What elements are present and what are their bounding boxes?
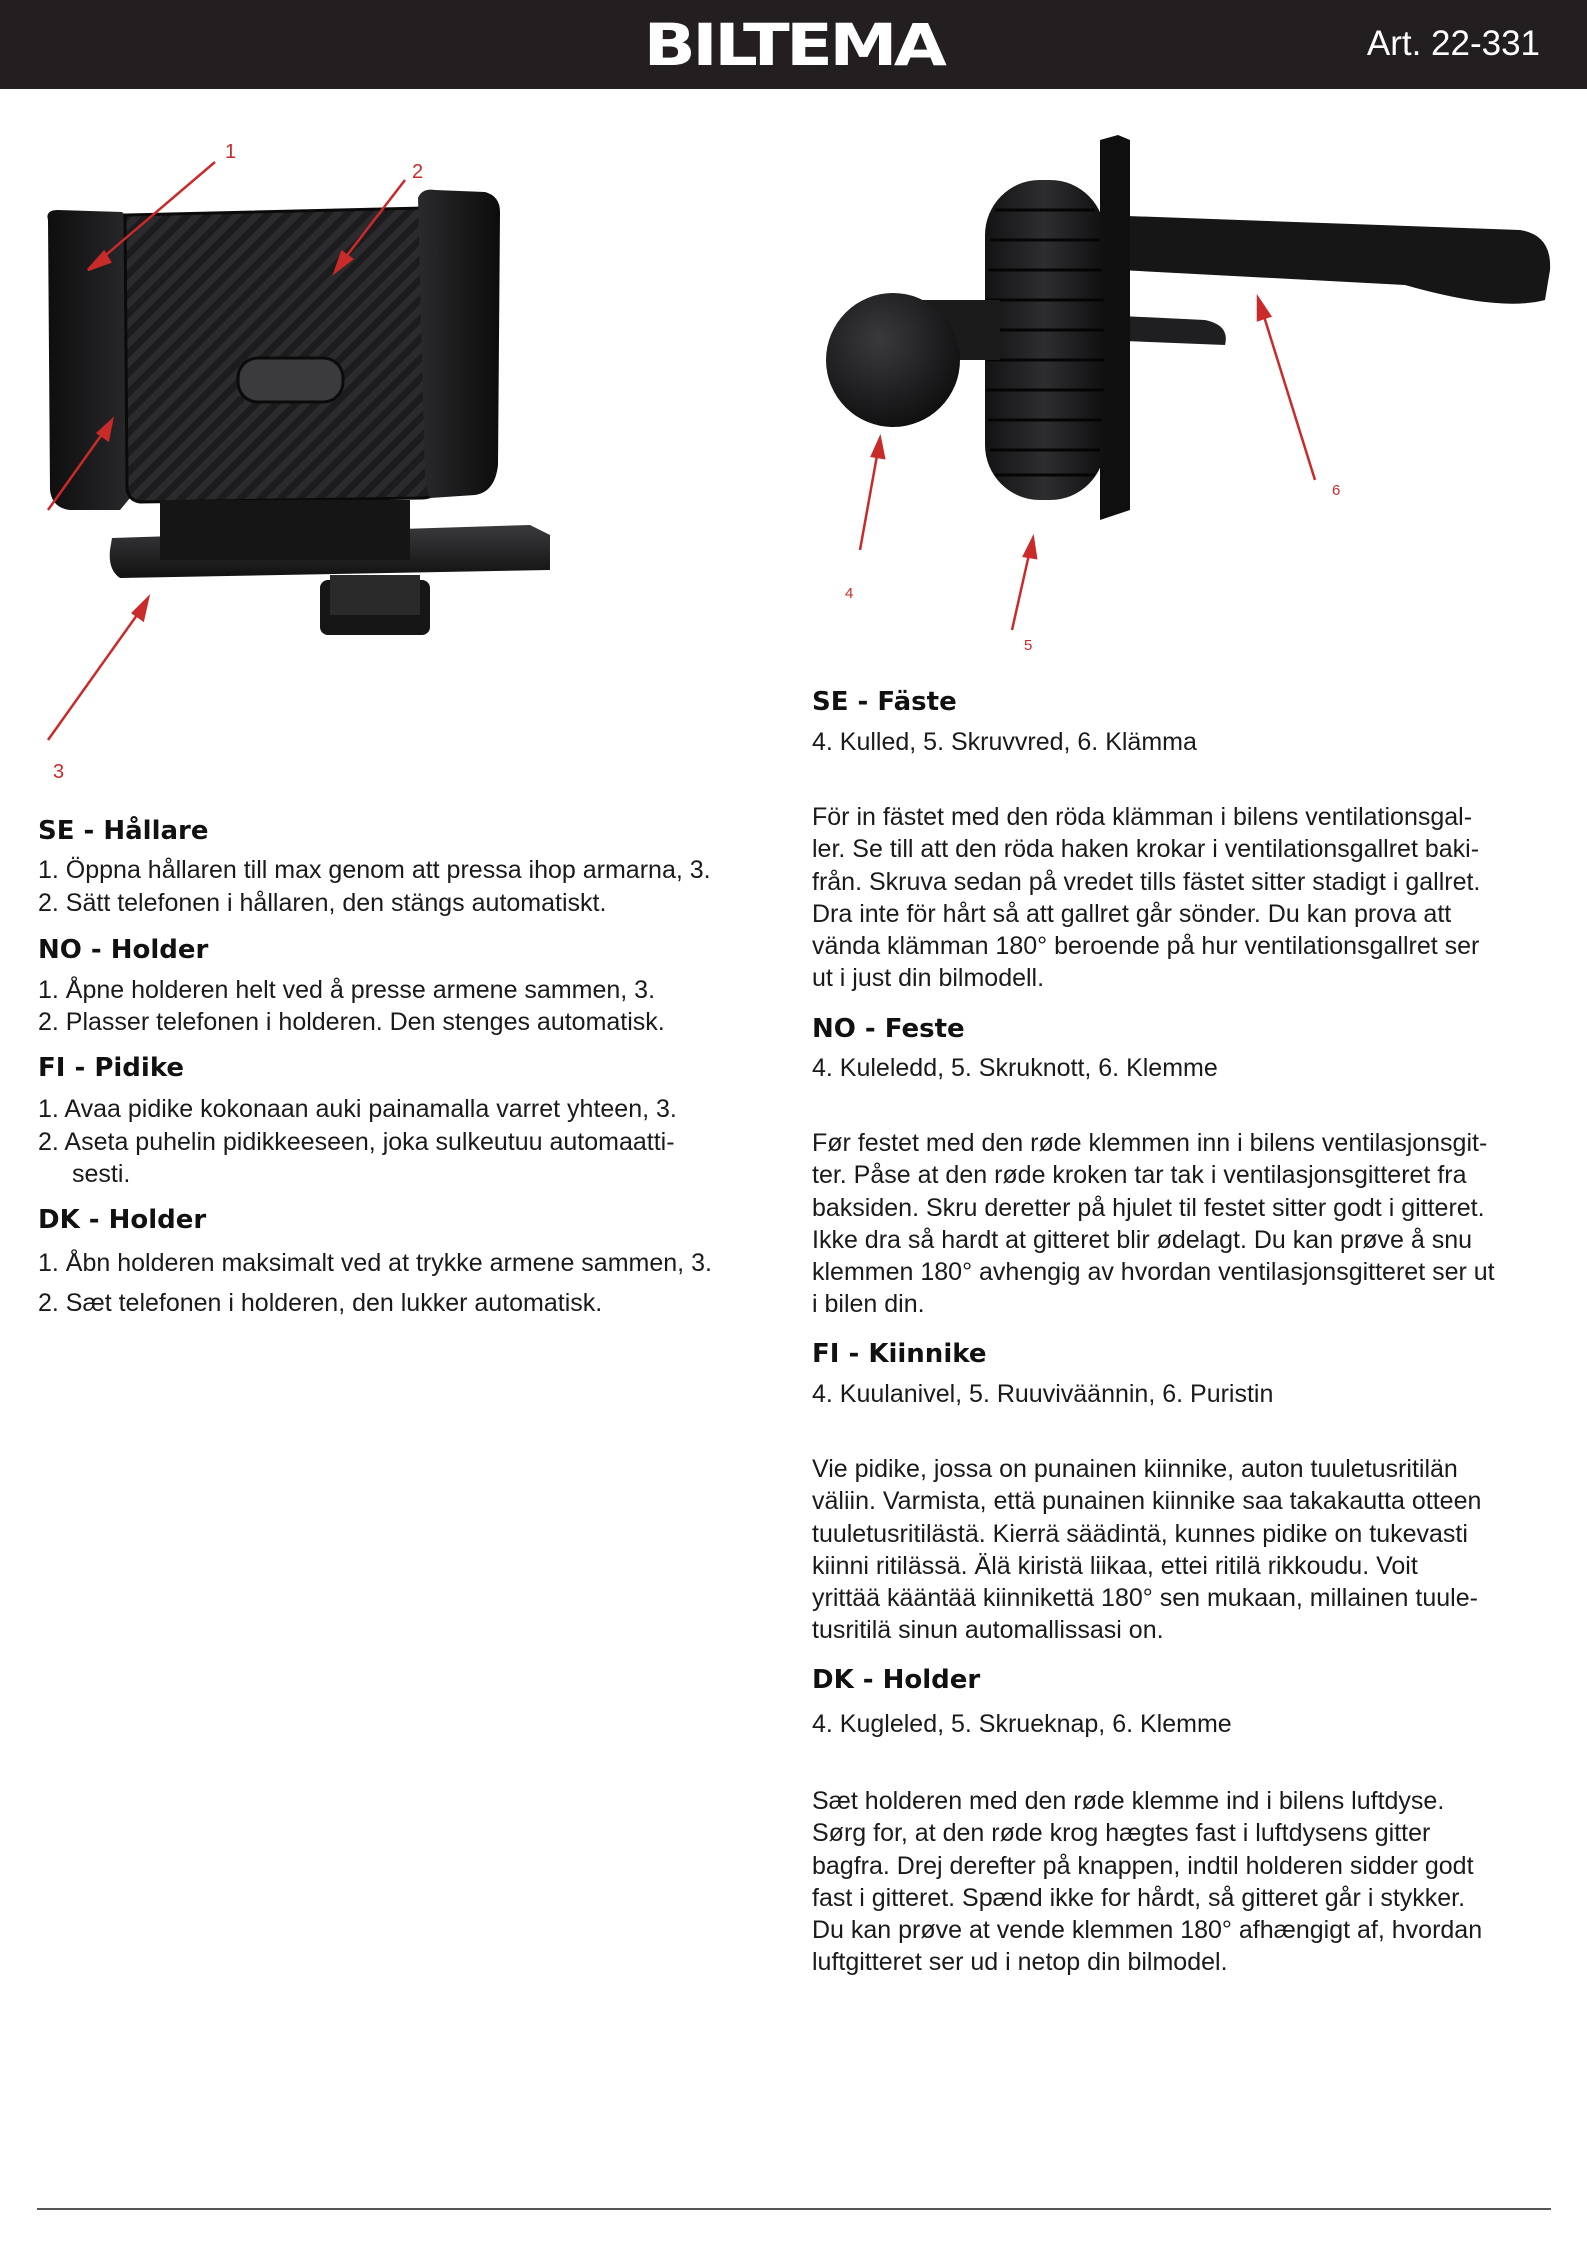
holder-body: [125, 208, 440, 502]
se-holder-step-2: 2. Sätt telefonen i hållaren, den stängs automatiskt.: [38, 889, 607, 917]
dk-mount-heading: DK - Holder: [812, 1665, 981, 1695]
ball-joint: [826, 293, 960, 427]
fi-holder-step-2: 2. Aseta puhelin pidikkeeseen, joka sulkeutuu automaatti-: [38, 1128, 675, 1156]
fi-holder-step-2-cont: sesti.: [72, 1160, 131, 1188]
callout-5: 5: [1024, 637, 1033, 654]
fi-mount-parts: 4. Kuulanivel, 5. Ruuviväännin, 6. Puristin: [812, 1380, 1274, 1408]
header-bar: [0, 0, 1587, 89]
vent-clip-illustration: [800, 120, 1560, 680]
dk-mount-body: Sæt holderen med den røde klemme ind i bilens luftdyse. Sørg for, at den røde krog hægtes fast i luftdysens gitter bagfra. Drej derefter på knappen, indtil holderen sidder godt fast i gitteret. Spænd ikke for hårdt, så gitteret går i stykker. Du kan prøve at vende klemmen 180° afhængigt af, hvordan luftgitteret ser ud i netop din bilmodel.: [812, 1787, 1483, 1977]
dk-mount-parts: 4. Kugleled, 5. Skrueknap, 6. Klemme: [812, 1710, 1232, 1738]
fi-holder-step-1: 1. Avaa pidike kokonaan auki painamalla varret yhteen, 3.: [38, 1095, 677, 1123]
no-holder-step-1: 1. Åpne holderen helt ved å presse armene sammen, 3.: [38, 976, 656, 1004]
callout-3-arrow: [30, 580, 190, 760]
release-button: [238, 358, 343, 402]
se-holder-step-1: 1. Öppna hållaren till max genom att pressa ihop armarna, 3.: [38, 856, 711, 884]
no-holder-heading: NO - Holder: [38, 935, 209, 965]
se-mount-heading: SE - Fäste: [812, 687, 957, 717]
dk-holder-step-1: 1. Åbn holderen maksimalt ved at trykke armene sammen, 3.: [38, 1249, 712, 1277]
callout-6: 6: [1332, 482, 1341, 499]
right-grip: [418, 190, 500, 498]
fi-holder-heading: FI - Pidike: [38, 1053, 185, 1083]
callout-2: 2: [412, 161, 424, 183]
callout-3: 3: [53, 761, 65, 780]
fi-mount-body: Vie pidike, jossa on punainen kiinnike, auton tuuletusritilän väliin. Varmista, että punainen kiinnike saa takakautta otteen tuuletusritilästä. Kierrä säädintä, kunnes pidike on tukevasti kiinni ritilässä. Älä kiristä liikaa, ettei ritilä rikkoudu. Voit yrittää kääntää kiinnikettä 180° sen mukaan, millainen tuule- tusritilä sinun automallissasi on.: [812, 1455, 1482, 1645]
dk-holder-heading: DK - Holder: [38, 1205, 207, 1235]
fi-mount-heading: FI - Kiinnike: [812, 1339, 987, 1369]
dk-holder-step-2: 2. Sæt telefonen i holderen, den lukker automatisk.: [38, 1289, 603, 1317]
callout-1: 1: [225, 141, 237, 163]
footer-divider: [37, 2208, 1551, 2210]
se-holder-heading: SE - Hållare: [38, 816, 209, 846]
callout-4: 4: [845, 585, 854, 602]
no-mount-heading: NO - Feste: [812, 1014, 965, 1044]
se-mount-body: För in fästet med den röda klämman i bilens ventilationsgal- ler. Se till att den röda haken krokar i ventilationsgallret baki- från. Skruva sedan på vredet tills fästet sitter stadigt i gallret. Dra inte för hårt så att gallret går sönder. Du kan prova att vända klämman 180° beroende på hur ventilationsgallret ser ut i just din bilmodell.: [812, 803, 1481, 993]
screw-wheel: [985, 180, 1105, 500]
no-mount-body: Før festet med den røde klemmen inn i bilens ventilasjonsgit- ter. Påse at den røde kroken tar tak i ventilasjonsgitteret fra baksiden. Skru deretter på hjulet til festet sitter godt i gitteret. Ikke dra så hardt at gitteret blir ødelagt. Du kan prøve å snu klemmen 180° avhengig av hvordan ventilasjonsgitteret ser ut i bilen din.: [812, 1129, 1495, 1319]
vent-clip: [1100, 215, 1550, 304]
no-holder-step-2: 2. Plasser telefonen i holderen. Den stenges automatisk.: [38, 1008, 665, 1036]
article-number: Art. 22-331: [1366, 24, 1540, 63]
brand-logo: BILTEMA: [643, 11, 944, 79]
no-mount-parts: 4. Kuleledd, 5. Skruknott, 6. Klemme: [812, 1054, 1218, 1082]
se-mount-parts: 4. Kulled, 5. Skruvvred, 6. Klämma: [812, 728, 1197, 756]
